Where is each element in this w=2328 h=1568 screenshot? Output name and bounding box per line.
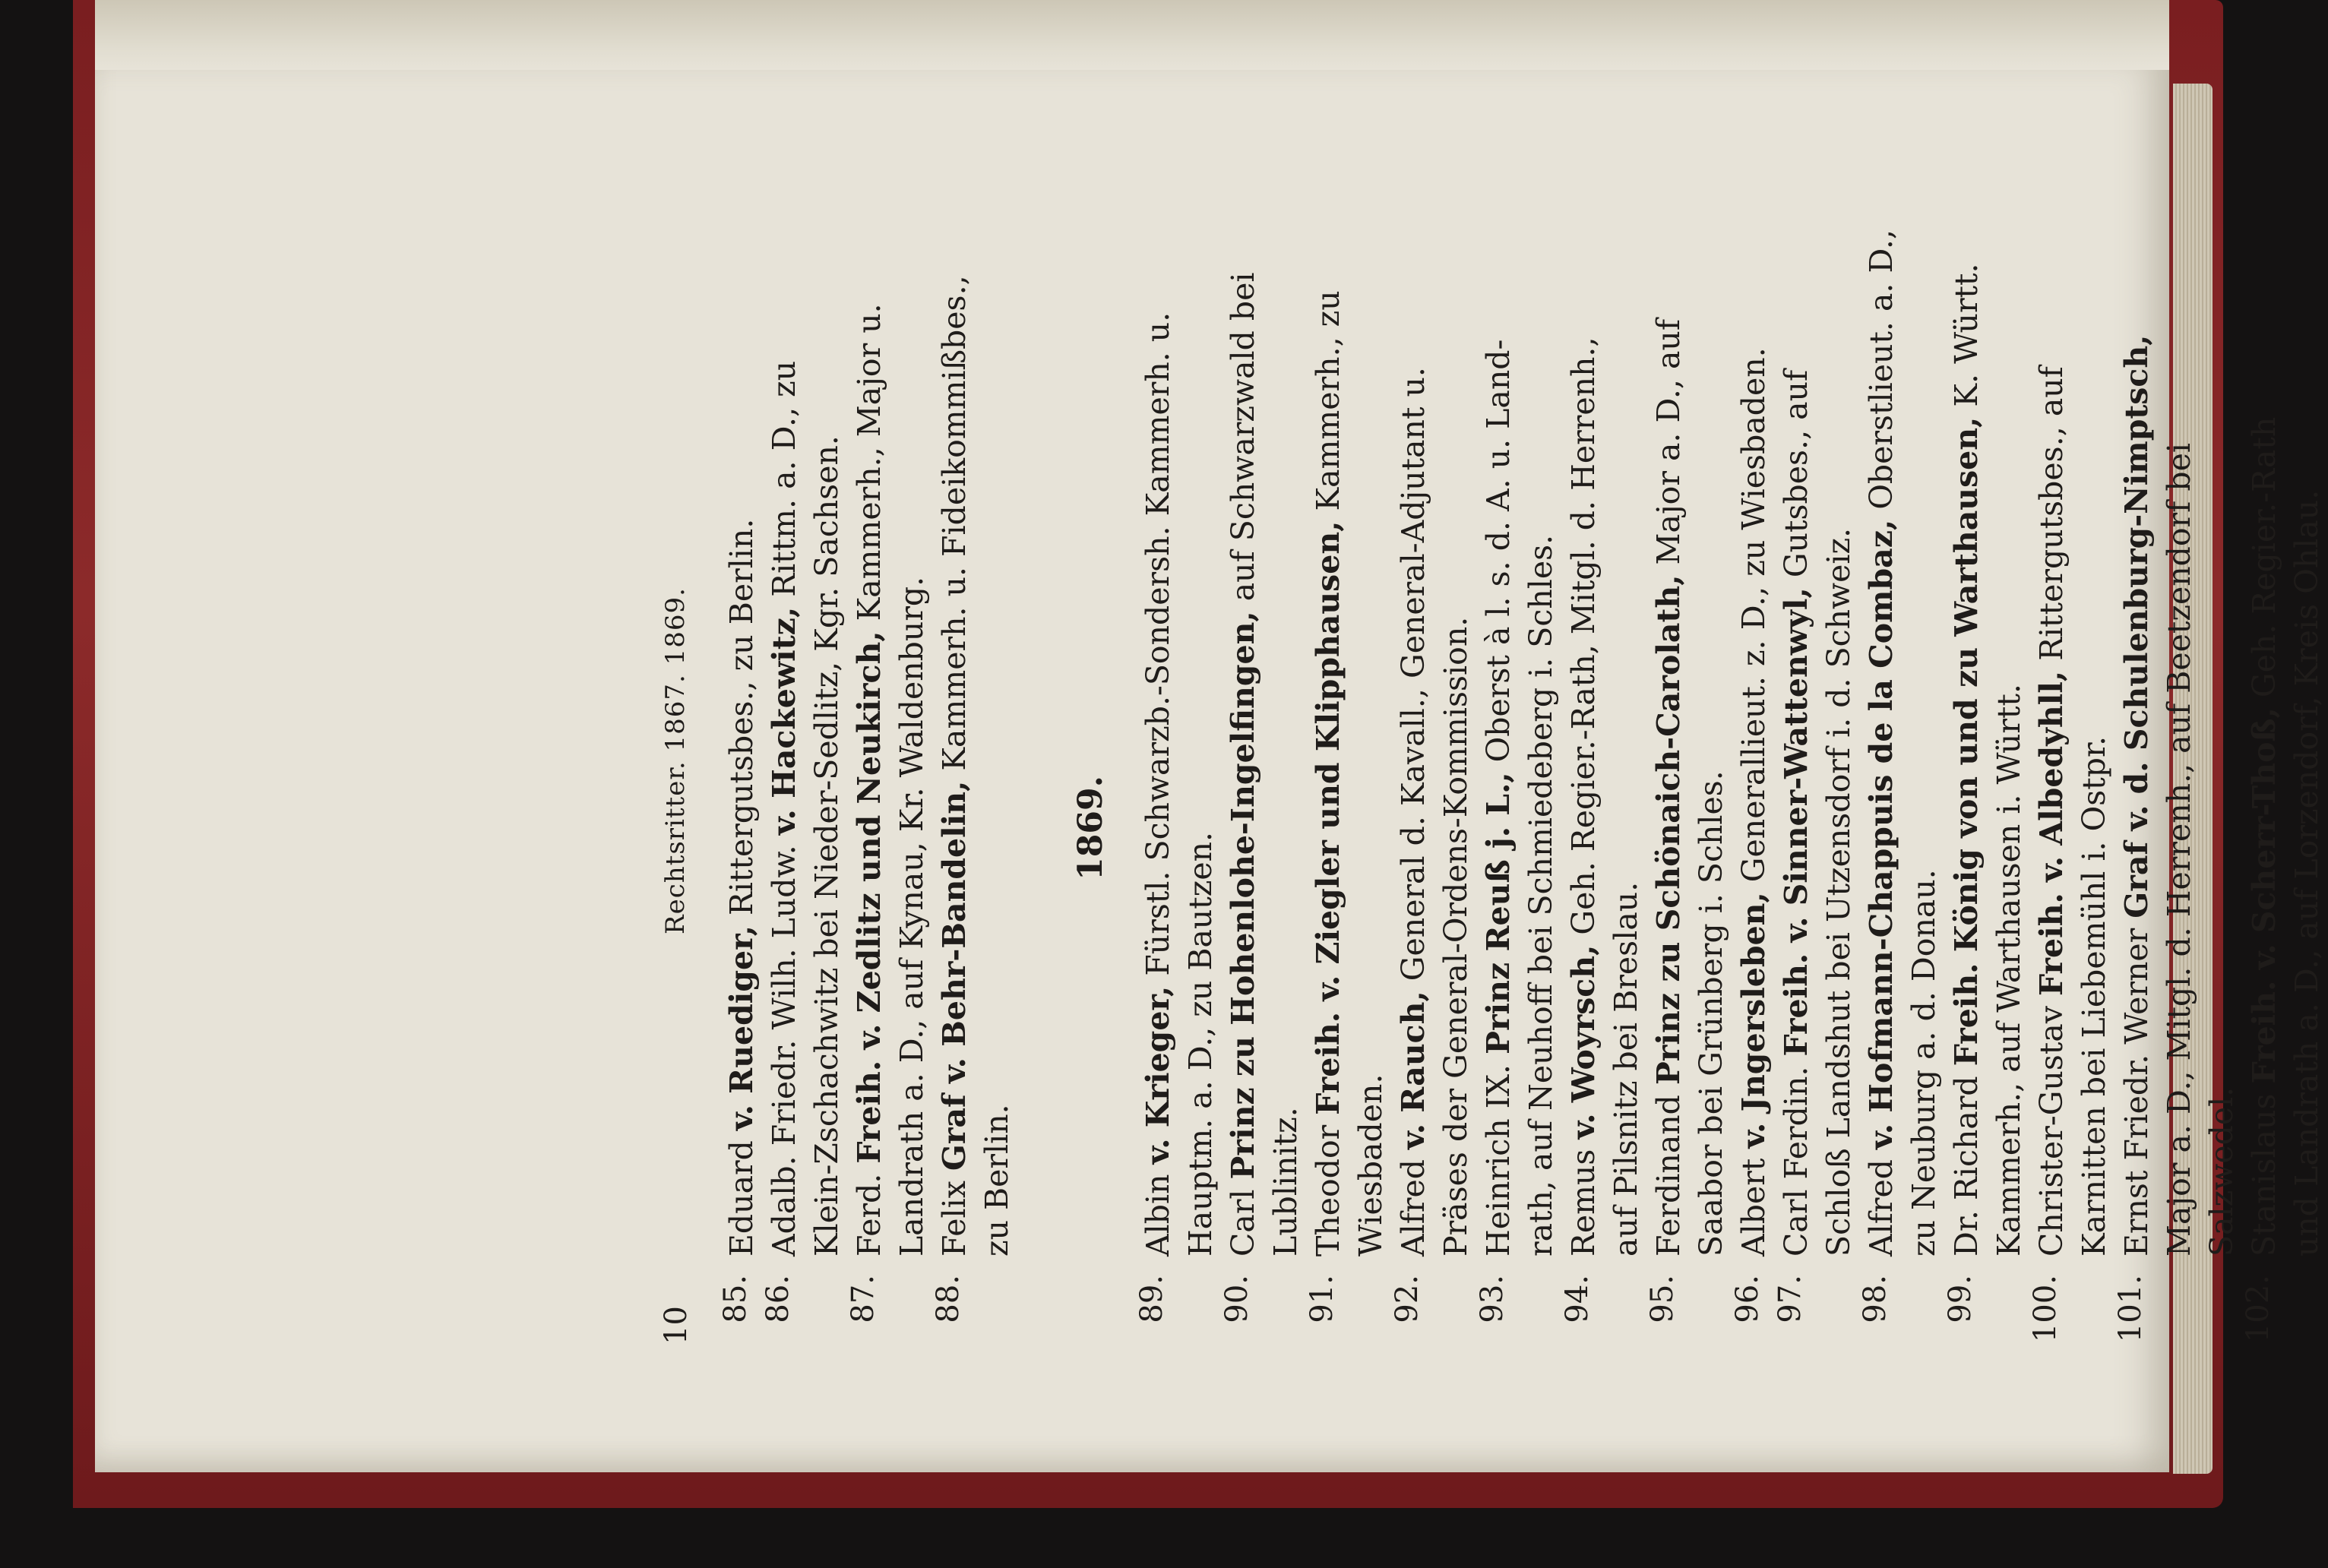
- entry-name-bold: v. Jngersleben,: [1735, 892, 1772, 1149]
- entry-text-span: General d. Kavall., General-Adjutant u.: [1395, 367, 1431, 991]
- entry-text-span: Oberst à l. s. d. A. u. Land-: [1480, 339, 1517, 773]
- running-title: Rechtsritter. 1867. 1869.: [660, 587, 691, 934]
- entry-number: 85.: [718, 1275, 753, 1323]
- entry-line: [1945, 175, 1988, 1257]
- page-gutter: [95, 0, 2169, 70]
- entry-number: 100.: [2028, 1275, 2063, 1343]
- entry-text-span: Major a. D., Mitgl. d. Herrenh., auf Beetzendorf bei: [2161, 443, 2197, 1257]
- entry-line: [976, 175, 1018, 1257]
- entry-name-bold: Prinz zu Hohenlohe-Ingelfingen,: [1225, 611, 1261, 1180]
- entry-text: [763, 175, 848, 1257]
- entry-number: 95.: [1645, 1275, 1680, 1323]
- entry-row: [1392, 175, 1477, 1345]
- entry-text-span: auf Schwarzwald bei: [1225, 272, 1261, 612]
- entry-text: [1392, 175, 1477, 1257]
- entry-name-bold: v. Ruediger,: [723, 925, 760, 1131]
- entry-text-span: K. Württ.: [1948, 263, 1985, 417]
- entry-line: [2030, 175, 2073, 1257]
- entry-line: [1647, 175, 1690, 1257]
- entry-number: 93.: [1475, 1275, 1510, 1323]
- entry-text-span: Kammerh., auf Warthausen i. Württ.: [1991, 684, 2027, 1257]
- entry-name-bold: v. Krieger,: [1140, 985, 1176, 1165]
- entry-text: [1137, 175, 1222, 1257]
- entry-text-span: Lublinitz.: [1267, 1107, 1304, 1257]
- entry-text-span: auf Pilsnitz bei Breslau.: [1608, 881, 1644, 1257]
- entry-row: [1945, 175, 2030, 1345]
- entry-name-bold: v. Rauch,: [1395, 991, 1431, 1149]
- entry-text-span: Fürstl. Schwarzb.-Sondersh. Kammerh. u.: [1140, 311, 1176, 986]
- entry-list: [720, 175, 2328, 1345]
- entry-line: [805, 175, 848, 1257]
- entry-text-span: Rittergutsbes., zu Berlin.: [723, 518, 760, 925]
- entry-row: [2030, 175, 2115, 1345]
- entry-text: [1477, 175, 1562, 1257]
- entry-text-span: Kammerh., zu: [1310, 290, 1346, 521]
- entry-number: 96.: [1730, 1275, 1765, 1323]
- entry-text: [1732, 175, 1775, 1257]
- entry-number: 99.: [1943, 1275, 1978, 1323]
- entry-text-span: Ferd.: [851, 1163, 887, 1257]
- entry-row: [1775, 175, 1860, 1345]
- entry-text-span: Wiesbaden.: [1352, 1073, 1389, 1257]
- entry-number: 88.: [931, 1275, 966, 1323]
- entry-name-bold: Freih. v. Sinner-Wattenwyl,: [1778, 587, 1814, 1057]
- entry-text: [720, 175, 763, 1257]
- entry-line: [2115, 175, 2158, 1257]
- entry-text: [1562, 175, 1647, 1257]
- entry-row: [720, 175, 763, 1345]
- entry-number: 97.: [1773, 1275, 1808, 1323]
- entry-line: [1605, 175, 1647, 1257]
- running-head: [661, 175, 699, 1345]
- entry-text-span: Schloß Landshut bei Utzensdorf i. d. Schweiz.: [1820, 527, 1857, 1257]
- entry-line: [1520, 175, 1562, 1257]
- entry-text-span: Felix: [936, 1171, 973, 1257]
- entry-text-span: Carl: [1225, 1179, 1261, 1257]
- entry-text-span: zu Berlin.: [979, 1104, 1015, 1257]
- entry-row: [1860, 175, 1945, 1345]
- entry-text-span: Adalb. Friedr. Wilh. Ludw.: [766, 835, 802, 1257]
- entry-number: 86.: [761, 1275, 796, 1323]
- entry-text: [1945, 175, 2030, 1257]
- entry-name-bold: Graf v. d. Schulenburg-Nimptsch,: [2118, 334, 2155, 918]
- entry-row: [1307, 175, 1392, 1345]
- entry-name-bold: Prinz Reuß j. L.,: [1480, 772, 1517, 1054]
- entry-number: 98.: [1858, 1275, 1893, 1323]
- entry-number: 101.: [2113, 1275, 2148, 1343]
- entry-line: [720, 175, 763, 1257]
- entry-text-span: Eduard: [723, 1130, 760, 1257]
- entry-text-span: Gutsbes., auf: [1778, 369, 1814, 588]
- entry-text-span: Dr. Richard: [1948, 1066, 1985, 1257]
- entry-row: [933, 175, 1018, 1345]
- entry-text-span: Remus: [1565, 1139, 1602, 1257]
- entry-text-span: Alfred: [1395, 1149, 1431, 1257]
- entry-text: [2115, 175, 2243, 1257]
- entry-line: [1179, 175, 1222, 1257]
- entry-text-span: Kammerh., Major u.: [851, 303, 887, 631]
- entry-text: [933, 175, 1018, 1257]
- rotated-text-block: [659, 175, 2325, 1345]
- entry-text-span: Rittm. a. D., zu: [766, 360, 802, 607]
- entry-number: 87.: [846, 1275, 881, 1323]
- entry-text-span: Alfred: [1863, 1149, 1899, 1257]
- entry-number: 91.: [1305, 1275, 1340, 1323]
- entry-row: [1134, 175, 1222, 1345]
- entry-number: 89.: [1134, 1275, 1169, 1323]
- entry-text: [1307, 175, 1392, 1257]
- entry-row: [763, 175, 848, 1345]
- entry-line: [2285, 175, 2328, 1257]
- entry-text: [1860, 175, 1945, 1257]
- entry-text-span: Geh. Regier.-Rath: [2246, 416, 2282, 708]
- entry-text-span: Albert: [1735, 1148, 1772, 1257]
- entry-number: 94.: [1560, 1275, 1595, 1323]
- entry-text-span: Kammerh. u. Fideikommißbes.,: [936, 275, 973, 781]
- entry-line: [890, 175, 933, 1257]
- entry-line: [1988, 175, 2030, 1257]
- entry-text-span: Landrath a. D., auf Kynau, Kr. Waldenburg.: [894, 576, 930, 1257]
- entry-text-span: Albin: [1140, 1164, 1176, 1257]
- entry-row: [1477, 175, 1562, 1345]
- entry-text: [1647, 175, 1732, 1257]
- entry-text-span: rath, auf Neuhoff bei Schmiedeberg i. Schles.: [1523, 534, 1559, 1257]
- entry-number: 102.: [2241, 1275, 2276, 1343]
- entry-line: [1477, 175, 1520, 1257]
- entry-text: [2030, 175, 2115, 1257]
- entry-text-span: und Landrath a. D., auf Lorzendorf, Kreis Ohlau.: [2288, 489, 2325, 1257]
- entry-line: [1817, 175, 1860, 1257]
- entry-text-span: Klein-Zschachwitz bei Nieder-Sedlitz, Kgr. Sachsen.: [808, 435, 845, 1257]
- entry-name-bold: v. Hackewitz,: [766, 606, 802, 836]
- entry-line: [848, 175, 890, 1257]
- entry-name-bold: Prinz zu Schönaich-Carolath,: [1650, 574, 1687, 1086]
- entry-name-bold: v. Woyrsch,: [1565, 944, 1602, 1140]
- entry-row: [1219, 175, 1307, 1345]
- entry-text-span: Ferdinand: [1650, 1085, 1687, 1257]
- entry-text-span: Heinrich IX.: [1480, 1054, 1517, 1257]
- entry-name-bold: Freih. v. Scherr-Thoß,: [2246, 707, 2282, 1084]
- entry-line: [933, 175, 976, 1257]
- entry-text-span: Salzwedel.: [2203, 1086, 2240, 1257]
- entry-line: [1392, 175, 1434, 1257]
- entry-line: [1860, 175, 1903, 1257]
- entry-text-span: zu Neuburg a. d. Donau.: [1906, 869, 1942, 1257]
- entry-text-span: Stanislaus: [2246, 1083, 2282, 1257]
- entry-line: [2158, 175, 2200, 1257]
- entry-text-span: Theodor: [1310, 1114, 1346, 1257]
- entry-line: [1690, 175, 1732, 1257]
- entries-1867: [720, 175, 1018, 1345]
- entry-row: [2243, 175, 2328, 1345]
- year-heading: 1869.: [1071, 776, 1110, 880]
- entry-text-span: Präses der General-Ordens-Kommission.: [1438, 616, 1474, 1257]
- entry-line: [1434, 175, 1477, 1257]
- entry-text-span: Karnitten bei Liebemühl i. Ostpr.: [2076, 735, 2112, 1257]
- entry-row: [848, 175, 933, 1345]
- entry-line: [2073, 175, 2115, 1257]
- entry-number: 92.: [1390, 1275, 1425, 1323]
- entry-text-span: Oberstlieut. a. D.,: [1863, 229, 1899, 520]
- entry-text: [1222, 175, 1307, 1257]
- entry-row: [1562, 175, 1647, 1345]
- entry-line: [2200, 175, 2243, 1257]
- entry-text-span: Geh. Regier.-Rath, Mitgl. d. Herrenh.,: [1565, 337, 1602, 945]
- entry-row: [1647, 175, 1732, 1345]
- entry-line: [1307, 175, 1349, 1257]
- entry-text: [848, 175, 933, 1257]
- entry-text-span: Generallieut. z. D., zu Wiesbaden.: [1735, 347, 1772, 893]
- entry-name-bold: Graf v. Behr-Bandelin,: [936, 780, 973, 1171]
- entry-line: [1222, 175, 1264, 1257]
- entry-line: [1137, 175, 1179, 1257]
- entry-line: [1264, 175, 1307, 1257]
- entry-line: [1349, 175, 1392, 1257]
- entry-text-span: Saabor bei Grünberg i. Schles.: [1693, 770, 1729, 1257]
- entry-row: [2115, 175, 2243, 1345]
- entry-row: [1732, 175, 1775, 1345]
- entry-name-bold: Freih. v. Zedlitz und Neukirch,: [851, 631, 887, 1164]
- entries-1869: [1134, 175, 2328, 1345]
- entry-number: 90.: [1219, 1275, 1254, 1323]
- entry-name-bold: Freih. v. Ziegler und Klipphausen,: [1310, 520, 1346, 1115]
- entry-text-span: Christer-Gustav: [2033, 995, 2070, 1257]
- entry-line: [763, 175, 805, 1257]
- entry-line: [1775, 175, 1817, 1257]
- entry-text-span: Rittergutsbes., auf: [2033, 366, 2070, 671]
- entry-name-bold: Freih. König von und zu Warthausen,: [1948, 416, 1985, 1067]
- entry-line: [1562, 175, 1605, 1257]
- entry-text-span: Carl Ferdin.: [1778, 1056, 1814, 1257]
- entry-line: [1903, 175, 1945, 1257]
- entry-text: [2243, 175, 2328, 1257]
- entry-text-span: Ernst Friedr. Werner: [2118, 918, 2155, 1257]
- entry-text-span: Hauptm. a. D., zu Bautzen.: [1182, 831, 1219, 1257]
- entry-line: [2243, 175, 2285, 1257]
- entry-text-span: Major a. D., auf: [1650, 318, 1687, 575]
- entry-name-bold: Freih. v. Albedyhll,: [2033, 670, 2070, 996]
- page-number: 10: [659, 1306, 694, 1345]
- entry-line: [1732, 175, 1775, 1257]
- entry-text: [1775, 175, 1860, 1257]
- entry-name-bold: v. Hofmann-Chappuis de la Combaz,: [1863, 519, 1899, 1149]
